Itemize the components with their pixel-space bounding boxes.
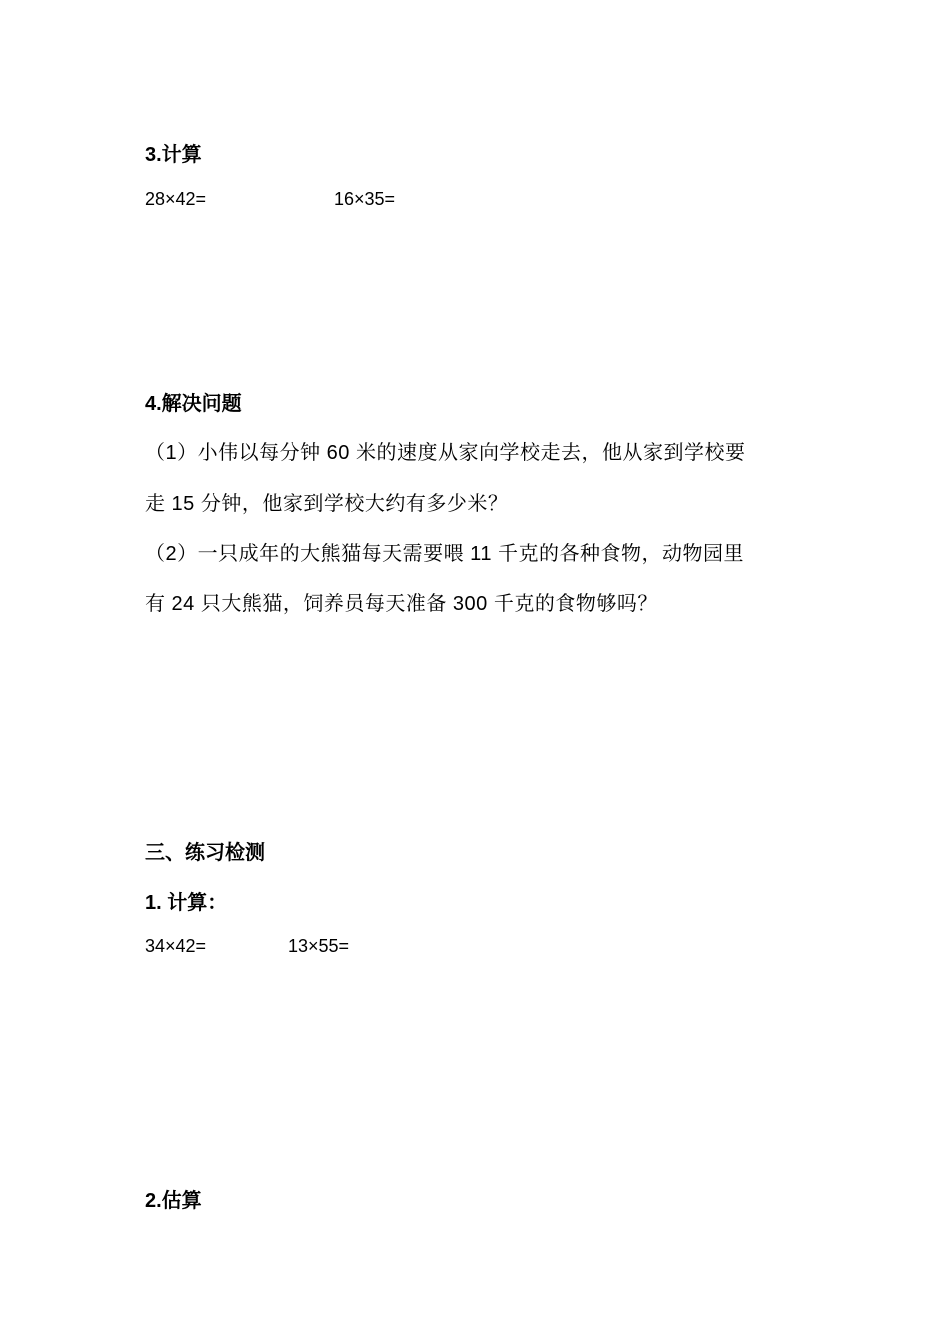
- calc-expression-1: 28×42=: [145, 189, 207, 209]
- section-3-heading: 3.计算: [145, 144, 202, 166]
- sub-1-heading: 1. 计算：: [145, 892, 228, 914]
- calc-expression-4: 13×55=: [288, 936, 350, 956]
- part-3-heading: 三、练习检测: [145, 842, 265, 864]
- calc-expression-3: 34×42=: [145, 936, 207, 956]
- problem-2-line-1: （2）一只成年的大熊猫每天需要喂 11 千克的各种食物，动物园里: [145, 543, 744, 565]
- problem-2-line-2: 有 24 只大熊猫，饲养员每天准备 300 千克的食物够吗？: [145, 593, 658, 615]
- sub-2-heading: 2.估算: [145, 1190, 202, 1212]
- problem-1-line-2: 走 15 分钟，他家到学校大约有多少米？: [145, 493, 509, 515]
- calc-expression-2: 16×35=: [334, 189, 396, 209]
- section-4-heading: 4.解决问题: [145, 393, 242, 415]
- problem-1-line-1: （1）小伟以每分钟 60 米的速度从家向学校走去，他从家到学校要: [145, 442, 746, 464]
